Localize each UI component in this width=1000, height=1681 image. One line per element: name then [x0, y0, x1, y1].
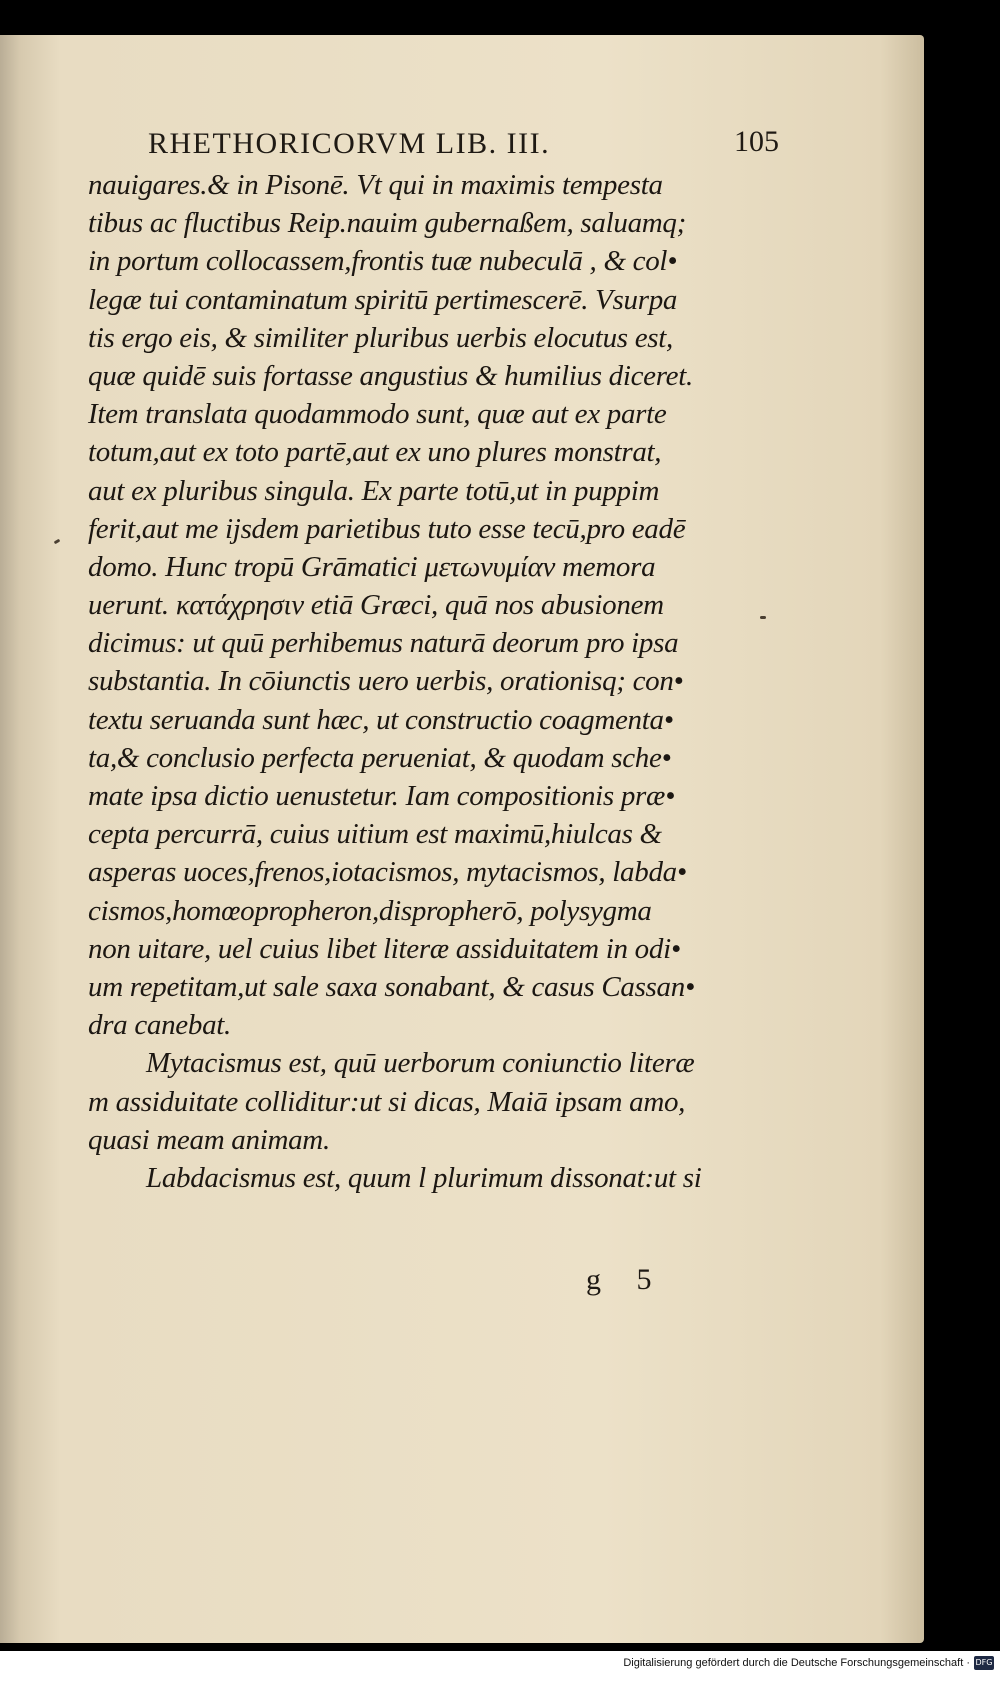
- text-line: Labdacismus est, quum l plurimum dissonat:ut si: [146, 1161, 702, 1194]
- body-text: [88, 166, 748, 1197]
- text-line: quæ quidē suis fortasse angustius & humilius diceret.: [88, 359, 693, 392]
- text-line: totum,aut ex toto partē,aut ex uno plures monstrat,: [88, 436, 662, 469]
- text-line: dra canebat.: [88, 1009, 231, 1042]
- text-line: ferit,aut me ijsdem parietibus tuto esse tecū,pro eadē: [88, 512, 686, 545]
- text-line: domo. Hunc tropū Grāmatici μετωνυμίαν memora: [88, 550, 656, 583]
- ink-speck: [760, 616, 766, 619]
- text-line: tis ergo eis, & similiter pluribus uerbis elocutus est,: [88, 321, 673, 354]
- folio-number: 105: [734, 125, 779, 158]
- text-line: legæ tui contaminatum spiritū pertimescerē. Vsurpa: [88, 283, 678, 316]
- text-line: mate ipsa dictio uenustetur. Iam compositionis præ•: [88, 780, 675, 812]
- text-line: in portum collocassem,frontis tuæ nubeculā , & col•: [88, 245, 678, 278]
- text-line: Item translata quodammodo sunt, quæ aut ex parte: [88, 398, 667, 431]
- text-line: um repetitam,ut sale saxa sonabant, & casus Cassan•: [88, 970, 695, 1003]
- text-line: cismos,homœopropheron,dispropherō, polysygma: [88, 894, 652, 927]
- text-line: substantia. In cōiunctis uero uerbis, orationisq; con•: [88, 665, 684, 698]
- text-line: non uitare, uel cuius libet literæ assiduitatem in odi•: [88, 932, 681, 965]
- dfg-logo: DFG: [974, 1656, 994, 1670]
- text-line: nauigares.& in Pisonē. Vt qui in maximis tempesta: [88, 169, 663, 201]
- text-line: quasi meam animam.: [88, 1123, 330, 1156]
- text-line: ta,& conclusio perfecta perueniat, & quodam sche•: [88, 741, 672, 774]
- text-line: aut ex pluribus singula. Ex parte totū,ut in puppim: [88, 474, 660, 507]
- text-line: Mytacismus est, quū uerborum coniunctio literæ: [146, 1047, 695, 1080]
- text-line: uerunt. κατάχρησιν etiā Græci, quā nos abusionem: [88, 589, 664, 622]
- text-line: cepta percurrā, cuius uitium est maximū,hiulcas &: [88, 818, 662, 851]
- running-title: RHETHORICORVM LIB. III.: [148, 127, 551, 160]
- running-head: [148, 127, 1000, 167]
- text-line: asperas uoces,frenos,iotacismos, mytacismos, labda•: [88, 856, 687, 889]
- text-line: m assiduitate colliditur:ut si dicas, Maiā ipsam amo,: [88, 1085, 686, 1118]
- text-line: dicimus: ut quū perhibemus naturā deorum pro ipsa: [88, 627, 679, 660]
- signature-mark: g 5: [586, 1263, 666, 1296]
- text-line: textu seruanda sunt hæc, ut constructio coagmenta•: [88, 703, 674, 736]
- digitization-credit: Digitalisierung gefördert durch die Deutsche Forschungsgemeinschaft ·: [623, 1657, 970, 1669]
- text-line: tibus ac fluctibus Reip.nauim gubernaßem, saluamq;: [88, 207, 686, 240]
